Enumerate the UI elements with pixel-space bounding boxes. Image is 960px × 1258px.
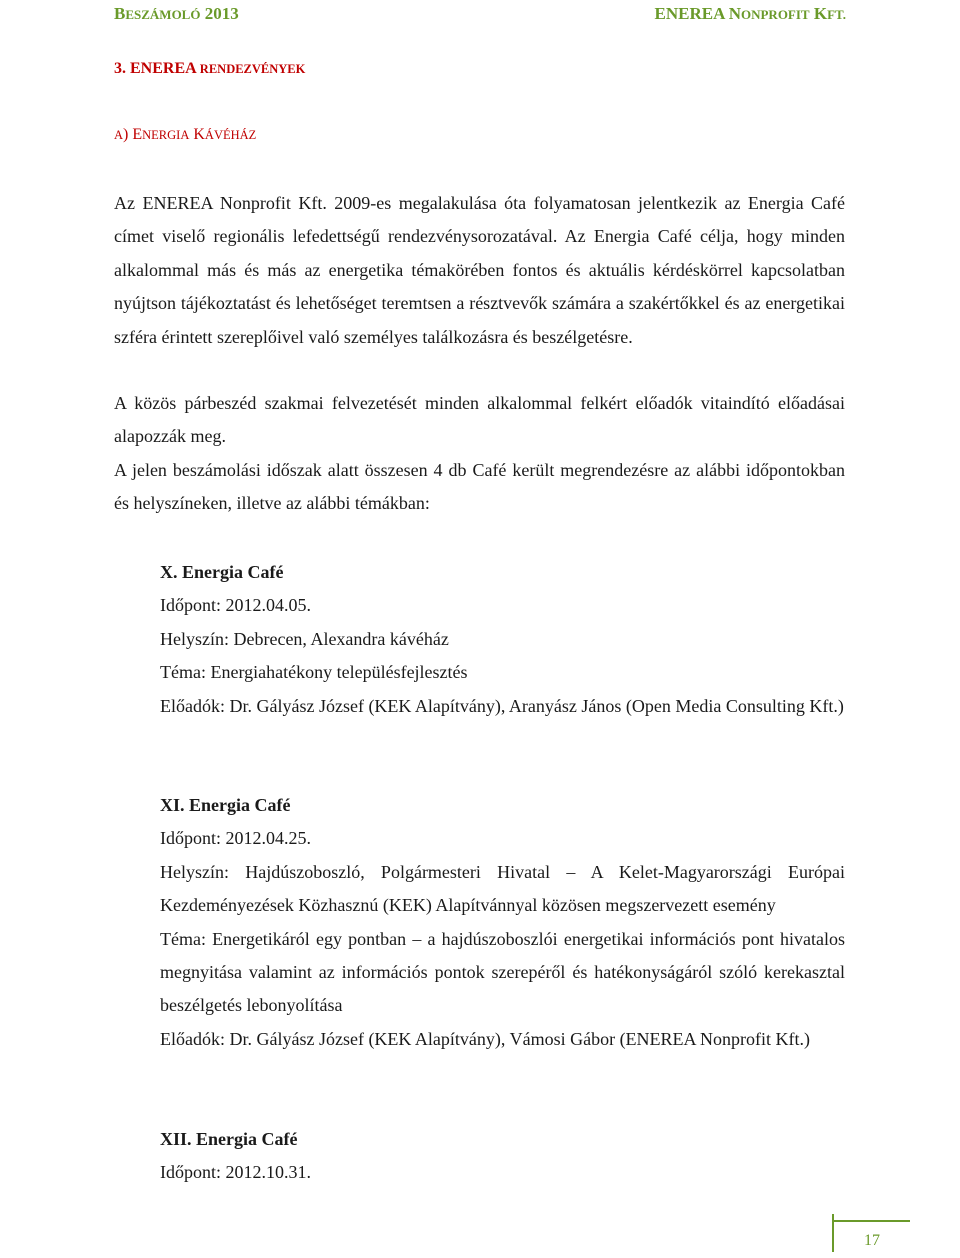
period-paragraph: A jelen beszámolási időszak alatt összesen 4 db Café került megrendezésre az alábbi időpontokban és helyszíneken, illetve az alábbi témákban:	[114, 460, 845, 514]
event-place: Helyszín: Hajdúszoboszló, Polgármesteri Hivatal – A Kelet-Magyarországi Európai Kezdeményezések Közhasznú (KEK) Alapítvánnyal közösen megszervezett esemény	[160, 861, 845, 916]
header-organization: ENEREA NONPROFIT KFT.	[654, 4, 846, 23]
page-header	[114, 4, 846, 28]
event-topic: Téma: Energiahatékony településfejlesztés	[160, 662, 468, 683]
dialogue-paragraph: A közös párbeszéd szakmai felvezetését minden alkalommal felkért előadók vitaindító előadásai alapozzák meg.	[114, 393, 845, 447]
page-number-box	[832, 1220, 910, 1252]
page-number-tick	[832, 1214, 834, 1222]
event-speakers: Előadók: Dr. Gályász József (KEK Alapítvány), Aranyász János (Open Media Consulting Kft.)	[160, 695, 844, 716]
page-number: 17	[864, 1232, 880, 1249]
event-place: Helyszín: Debrecen, Alexandra kávéház	[160, 628, 449, 649]
event-topic: Téma: Energetikáról egy pontban – a hajdúszoboszlói energetikai információs pont hivatalos megnyitása valamint az információs pontok szerepéről és hatékonyságáról szóló kerekasztal beszélgetés lebonyolítása	[160, 928, 845, 1016]
event-time: Időpont: 2012.04.05.	[160, 595, 311, 616]
event-title: XII. Energia Café	[160, 1129, 298, 1149]
event-block	[160, 1123, 845, 1190]
event-title: X. Energia Café	[160, 562, 284, 582]
event-time: Időpont: 2012.10.31.	[160, 1162, 311, 1183]
event-block	[160, 556, 845, 723]
event-time: Időpont: 2012.04.25.	[160, 828, 311, 849]
section-heading: 3. ENEREA RENDEZVÉNYEK	[114, 60, 306, 77]
subsection-heading: A) ENERGIA KÁVÉHÁZ	[114, 126, 257, 143]
event-speakers: Előadók: Dr. Gályász József (KEK Alapítvány), Vámosi Gábor (ENEREA Nonprofit Kft.)	[160, 1028, 811, 1049]
event-title: XI. Energia Café	[160, 795, 291, 815]
header-report-title: BESZÁMOLÓ 2013	[114, 4, 239, 23]
intro-paragraph: Az ENEREA Nonprofit Kft. 2009-es megalakulása óta folyamatosan jelentkezik az Energia Café címet viselő regionális lefedettségű rendezvénysorozatával. Az Energia Café célja, hogy minden alkalommal más és más az energetika témakörében fontos és aktuális kérdéskörrel kapcsolatban nyújtson tájékoztatást és lehetőséget teremtsen a résztvevők számára a szakértőkkel és az energetikai szféra érintett szereplőivel való személyes találkozásra és beszélgetésre.	[114, 193, 845, 347]
event-block	[160, 789, 845, 1056]
